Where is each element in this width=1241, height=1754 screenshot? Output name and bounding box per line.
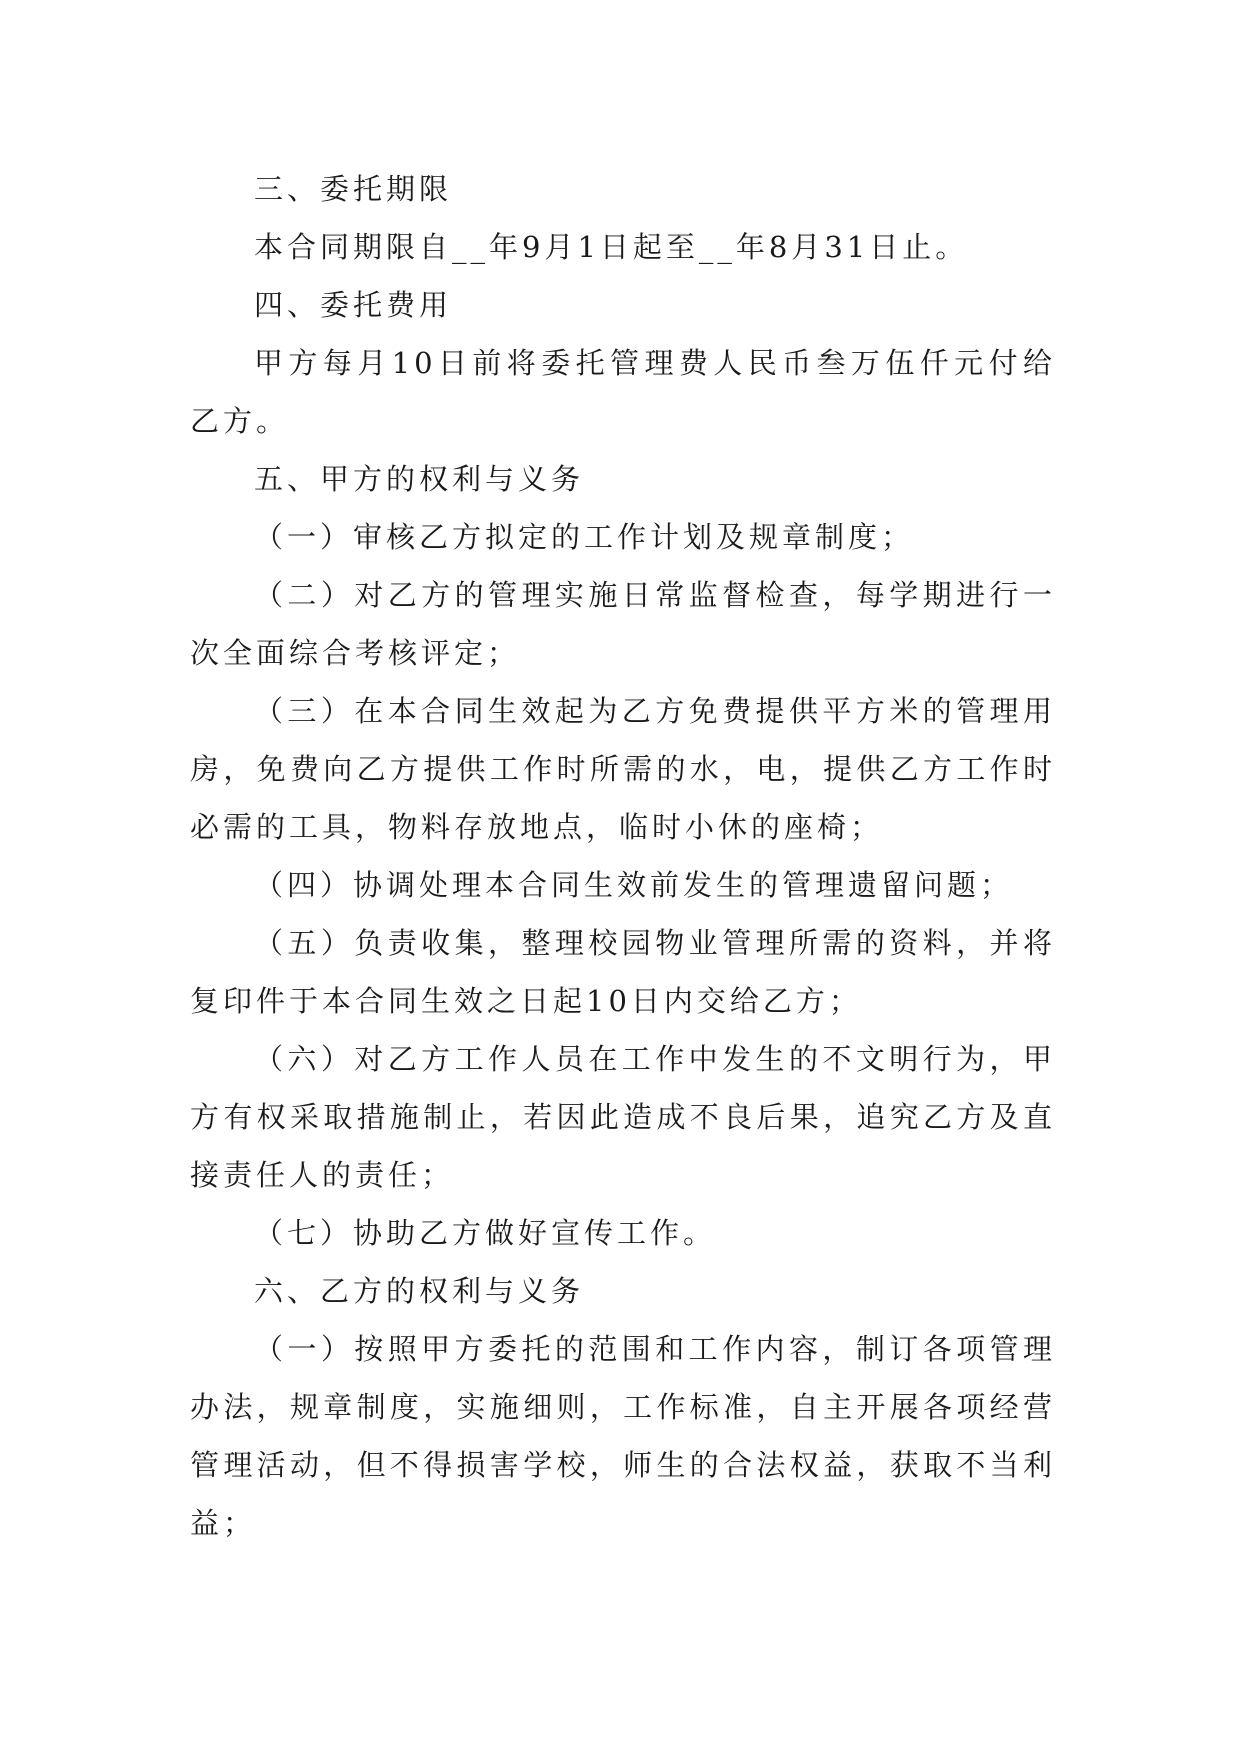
paragraph-party-a-item-2: （二）对乙方的管理实施日常监督检查，每学期进行一次全面综合考核评定； bbox=[190, 578, 1056, 670]
paragraph-fee: 甲方每月10日前将委托管理费人民币叁万伍仟元付给乙方。 bbox=[190, 346, 1056, 438]
paragraph-party-b-item-1: （一）按照甲方委托的范围和工作内容，制订各项管理办法，规章制度，实施细则，工作标准，自主开展各项经营管理活动，但不得损害学校，师生的合法权益，获取不当利益； bbox=[190, 1332, 1056, 1540]
paragraph-party-a-item-4: （四）协调处理本合同生效前发生的管理遗留问题； bbox=[254, 868, 1014, 902]
paragraph-party-a-item-7: （七）协助乙方做好宣传工作。 bbox=[254, 1216, 717, 1250]
section-heading-fee: 四、委托费用 bbox=[254, 288, 453, 322]
paragraph-term-period: 本合同期限自__年9月1日起至__年8月31日止。 bbox=[254, 230, 969, 264]
section-heading-party-b: 六、乙方的权利与义务 bbox=[254, 1274, 585, 1308]
paragraph-party-a-item-6: （六）对乙方工作人员在工作中发生的不文明行为，甲方有权采取措施制止，若因此造成不良后果，追究乙方及直接责任人的责任； bbox=[190, 1042, 1056, 1192]
paragraph-party-a-item-3: （三）在本合同生效起为乙方免费提供平方米的管理用房，免费向乙方提供工作时所需的水，电，提供乙方工作时必需的工具，物料存放地点，临时小休的座椅； bbox=[190, 694, 1056, 844]
document-body bbox=[190, 160, 1056, 1552]
paragraph-party-a-item-5: （五）负责收集，整理校园物业管理所需的资料，并将复印件于本合同生效之日起10日内交给乙方； bbox=[190, 926, 1056, 1018]
section-heading-term: 三、委托期限 bbox=[254, 172, 453, 206]
section-heading-party-a: 五、甲方的权利与义务 bbox=[254, 462, 585, 496]
paragraph-party-a-item-1: （一）审核乙方拟定的工作计划及规章制度； bbox=[254, 520, 915, 554]
